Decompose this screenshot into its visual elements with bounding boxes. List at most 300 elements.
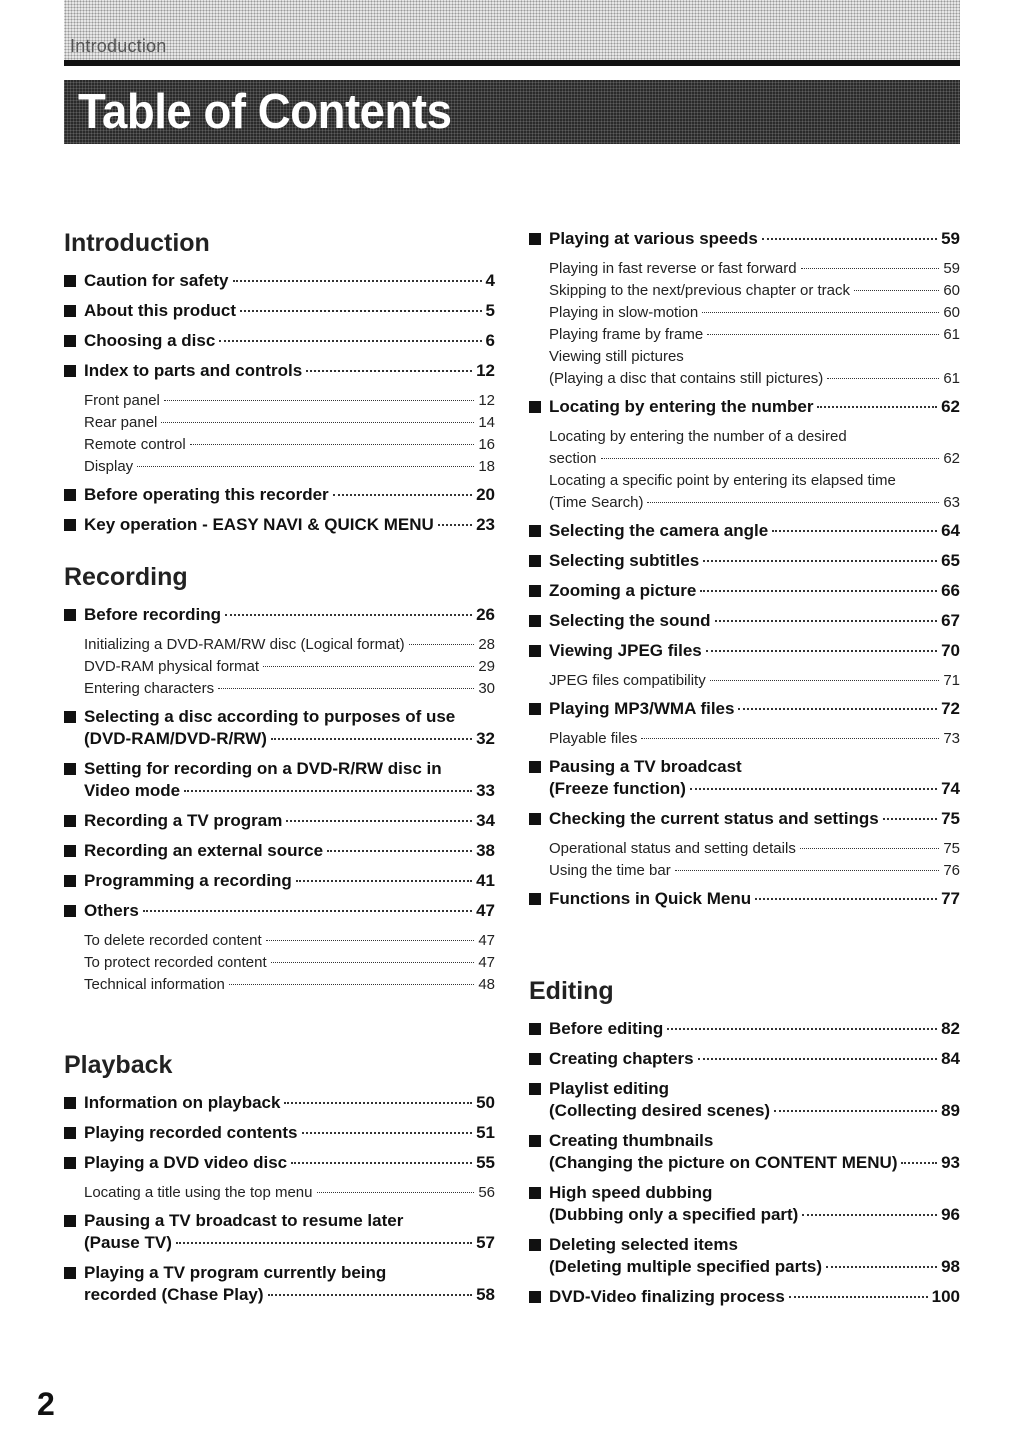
toc-line	[84, 1284, 495, 1306]
toc-lead: Playlist editing	[549, 1079, 669, 1098]
bullet-icon	[529, 893, 541, 905]
toc-line	[549, 778, 960, 800]
toc-label: Key operation - EASY NAVI & QUICK MENU	[84, 515, 434, 534]
bullet-icon	[64, 845, 76, 857]
toc-line	[84, 434, 495, 456]
toc-page: 5	[485, 301, 495, 320]
toc-entry[interactable]	[64, 810, 495, 832]
bullet-icon	[529, 1135, 541, 1147]
toc-line	[549, 280, 960, 302]
toc-label: Technical information	[84, 976, 225, 993]
leader-dots	[284, 1102, 472, 1104]
toc-label: (Playing a disc that contains still pictures)	[549, 370, 824, 387]
toc-line	[84, 1122, 495, 1144]
toc-entry[interactable]	[529, 1078, 960, 1122]
toc-entry[interactable]	[529, 1048, 960, 1070]
toc-page: 75	[941, 809, 960, 828]
bullet-icon	[529, 1053, 541, 1065]
toc-page: 4	[485, 271, 495, 290]
toc-lead: Locating by entering the number of a desired	[549, 428, 847, 445]
toc-page: 89	[941, 1101, 960, 1120]
toc-line	[549, 728, 960, 750]
bullet-icon	[529, 585, 541, 597]
toc-page: 12	[478, 392, 495, 409]
toc-line	[549, 698, 960, 720]
bullet-icon	[64, 1157, 76, 1169]
toc-entry[interactable]	[529, 640, 960, 662]
bullet-icon	[529, 1239, 541, 1251]
leader-dots	[789, 1296, 928, 1298]
toc-label: Selecting subtitles	[549, 551, 700, 570]
leader-dots	[854, 290, 939, 291]
leader-dots	[268, 1294, 473, 1296]
leader-dots	[762, 238, 937, 240]
toc-entry[interactable]	[64, 300, 495, 322]
toc-line	[84, 412, 495, 434]
section-heading: Playback	[64, 1051, 173, 1079]
toc-page: 28	[478, 636, 495, 653]
bullet-icon	[64, 335, 76, 347]
bullet-icon	[529, 401, 541, 413]
bullet-icon	[529, 555, 541, 567]
toc-line	[84, 952, 495, 974]
toc-label: Functions in Quick Menu	[549, 889, 752, 908]
toc-label: Locating a title using the top menu	[84, 1184, 313, 1201]
toc-line	[549, 228, 960, 250]
toc-page: 34	[476, 811, 495, 830]
leader-dots	[161, 422, 474, 423]
leader-dots	[675, 870, 940, 871]
section-heading: Editing	[529, 977, 614, 1005]
toc-page: 61	[943, 370, 960, 387]
section-spacer	[64, 1002, 495, 1050]
header-band	[64, 0, 960, 60]
toc-label: Locating by entering the number	[549, 397, 814, 416]
toc-label: Playable files	[549, 730, 638, 747]
toc-line	[84, 840, 495, 862]
toc-page: 18	[478, 458, 495, 475]
bullet-icon	[529, 813, 541, 825]
toc-entry[interactable]	[529, 580, 960, 602]
toc-entry[interactable]	[529, 550, 960, 572]
toc-subentry[interactable]	[64, 656, 495, 678]
toc-lead: Creating thumbnails	[549, 1131, 714, 1150]
leader-dots	[190, 444, 475, 445]
bullet-icon	[64, 1127, 76, 1139]
toc-subentry[interactable]	[64, 412, 495, 434]
bullet-icon	[64, 489, 76, 501]
toc-label: Initializing a DVD-RAM/RW disc (Logical format)	[84, 636, 405, 653]
leader-dots	[225, 614, 472, 616]
toc-line	[84, 810, 495, 832]
toc-entry[interactable]	[529, 1130, 960, 1174]
toc-lead: Locating a specific point by entering its elapsed time	[549, 472, 896, 489]
toc-page: 51	[476, 1123, 495, 1142]
toc-label: About this product	[84, 301, 237, 320]
toc-entry[interactable]	[64, 270, 495, 292]
toc-line	[549, 368, 960, 390]
bullet-icon	[529, 525, 541, 537]
toc-subentry[interactable]	[64, 456, 495, 478]
leader-dots	[286, 820, 472, 822]
leader-dots	[306, 370, 472, 372]
leader-dots	[333, 494, 472, 496]
toc-line	[549, 520, 960, 542]
toc-line	[549, 670, 960, 692]
toc-page: 65	[941, 551, 960, 570]
leader-dots	[715, 620, 938, 622]
toc-label: Playing frame by frame	[549, 326, 704, 343]
toc-label: Rear panel	[84, 414, 158, 431]
toc-subentry[interactable]	[529, 280, 960, 302]
toc-entry[interactable]	[64, 758, 495, 802]
toc-line	[549, 1256, 960, 1278]
toc-entry[interactable]	[64, 1122, 495, 1144]
bullet-icon	[64, 305, 76, 317]
toc-lead: Viewing still pictures	[549, 348, 684, 365]
toc-entry[interactable]	[64, 330, 495, 352]
toc-entry[interactable]	[64, 900, 495, 922]
toc-entry[interactable]	[64, 484, 495, 506]
bullet-icon	[529, 645, 541, 657]
bullet-icon	[529, 1291, 541, 1303]
leader-dots	[184, 790, 472, 792]
toc-label: Front panel	[84, 392, 160, 409]
toc-line	[549, 1152, 960, 1174]
leader-dots	[296, 880, 472, 882]
bullet-icon	[529, 761, 541, 773]
toc-label: Selecting the camera angle	[549, 521, 769, 540]
toc-label: (Freeze function)	[549, 779, 686, 798]
toc-entry[interactable]	[64, 1262, 495, 1306]
toc-entry[interactable]	[64, 1210, 495, 1254]
header-rule	[64, 60, 960, 66]
toc-page: 56	[478, 1184, 495, 1201]
toc-line	[84, 678, 495, 700]
toc-subentry[interactable]	[529, 838, 960, 860]
toc-page: 73	[943, 730, 960, 747]
toc-label: DVD-Video finalizing process	[549, 1287, 785, 1306]
toc-label: Entering characters	[84, 680, 215, 697]
bullet-icon	[64, 875, 76, 887]
toc-entry[interactable]	[64, 514, 495, 536]
toc-page: 14	[478, 414, 495, 431]
toc-line	[549, 1204, 960, 1226]
leader-dots	[601, 458, 940, 459]
toc-label: (Time Search)	[549, 494, 644, 511]
bullet-icon	[64, 519, 76, 531]
leader-dots	[271, 962, 475, 963]
toc-line	[84, 456, 495, 478]
toc-page: 76	[943, 862, 960, 879]
toc-label: Before recording	[84, 605, 221, 624]
leader-dots	[641, 738, 939, 739]
toc-subentry[interactable]	[529, 324, 960, 346]
leader-dots	[700, 590, 937, 592]
toc-line	[549, 1018, 960, 1040]
toc-page: 47	[478, 932, 495, 949]
toc-line	[549, 888, 960, 910]
toc-label: (Deleting multiple specified parts)	[549, 1257, 822, 1276]
toc-page: 71	[943, 672, 960, 689]
leader-dots	[263, 666, 474, 667]
toc-subentry[interactable]	[64, 1182, 495, 1204]
leader-dots	[229, 984, 474, 985]
bullet-icon	[529, 1187, 541, 1199]
bullet-icon	[529, 703, 541, 715]
toc-line	[84, 656, 495, 678]
leader-dots	[801, 268, 940, 269]
toc-label: DVD-RAM physical format	[84, 658, 260, 675]
toc-line	[84, 484, 495, 506]
toc-page: 58	[476, 1285, 495, 1304]
toc-page: 60	[943, 282, 960, 299]
toc-subentry[interactable]	[64, 678, 495, 700]
toc-entry[interactable]	[529, 1234, 960, 1278]
bullet-icon	[64, 1215, 76, 1227]
toc-entry[interactable]	[529, 756, 960, 800]
toc-page: 48	[478, 976, 495, 993]
toc-subentry[interactable]	[64, 930, 495, 952]
toc-entry[interactable]	[64, 840, 495, 862]
toc-label: Display	[84, 458, 134, 475]
toc-subentry[interactable]	[529, 670, 960, 692]
toc-entry[interactable]	[64, 706, 495, 750]
toc-page: 63	[943, 494, 960, 511]
toc-label: Zooming a picture	[549, 581, 697, 600]
toc-subentry[interactable]	[529, 860, 960, 882]
toc-page: 12	[476, 361, 495, 380]
toc-line	[549, 302, 960, 324]
toc-page: 59	[943, 260, 960, 277]
toc-label: Skipping to the next/previous chapter or track	[549, 282, 850, 299]
toc-line	[84, 780, 495, 802]
toc-entry[interactable]	[529, 1286, 960, 1308]
toc-page: 30	[478, 680, 495, 697]
toc-line	[549, 396, 960, 418]
leader-dots	[409, 644, 475, 645]
bullet-icon	[64, 1267, 76, 1279]
toc-page: 61	[943, 326, 960, 343]
toc-line	[84, 300, 495, 322]
bullet-icon	[64, 275, 76, 287]
leader-dots	[291, 1162, 472, 1164]
toc-page: 50	[476, 1093, 495, 1112]
toc-subentry[interactable]	[529, 470, 960, 514]
toc-label: Caution for safety	[84, 271, 229, 290]
bullet-icon	[529, 1083, 541, 1095]
bullet-icon	[529, 1023, 541, 1035]
leader-dots	[710, 680, 940, 681]
leader-dots	[802, 1214, 937, 1216]
toc-label: Before operating this recorder	[84, 485, 329, 504]
toc-page: 84	[941, 1049, 960, 1068]
toc-line	[549, 258, 960, 280]
toc-label: JPEG files compatibility	[549, 672, 706, 689]
bullet-icon	[64, 365, 76, 377]
toc-page: 29	[478, 658, 495, 675]
toc-entry[interactable]	[529, 228, 960, 250]
toc-label: Playing in fast reverse or fast forward	[549, 260, 797, 277]
toc-line	[549, 838, 960, 860]
toc-page: 20	[476, 485, 495, 504]
toc-subentry[interactable]	[64, 390, 495, 412]
toc-entry[interactable]	[529, 396, 960, 418]
toc-line	[84, 270, 495, 292]
toc-label: Information on playback	[84, 1093, 281, 1112]
toc-page: 100	[931, 1287, 960, 1306]
toc-line	[84, 974, 495, 996]
leader-dots	[827, 378, 939, 379]
title-band	[64, 80, 960, 144]
leader-dots	[883, 818, 937, 820]
leader-dots	[438, 524, 472, 526]
leader-dots	[690, 788, 937, 790]
toc-page: 60	[943, 304, 960, 321]
bullet-icon	[529, 615, 541, 627]
leader-dots	[800, 848, 939, 849]
toc-page: 67	[941, 611, 960, 630]
toc-subentry[interactable]	[64, 634, 495, 656]
toc-page: 59	[941, 229, 960, 248]
bullet-icon	[64, 905, 76, 917]
toc-page: 98	[941, 1257, 960, 1276]
toc-entry[interactable]	[64, 604, 495, 626]
right-column	[529, 228, 960, 1316]
toc-line	[549, 860, 960, 882]
leader-dots	[772, 530, 937, 532]
toc-page: 57	[476, 1233, 495, 1252]
toc-subentry[interactable]	[64, 434, 495, 456]
toc-label: Playing a DVD video disc	[84, 1153, 288, 1172]
bullet-icon	[64, 763, 76, 775]
toc-page: 70	[941, 641, 960, 660]
toc-label: Creating chapters	[549, 1049, 694, 1068]
toc-label: (Dubbing only a specified part)	[549, 1205, 799, 1224]
bullet-icon	[64, 609, 76, 621]
toc-entry[interactable]	[64, 360, 495, 382]
toc-label: Before editing	[549, 1019, 664, 1038]
toc-label: Remote control	[84, 436, 186, 453]
toc-entry[interactable]	[529, 698, 960, 720]
toc-line	[549, 808, 960, 830]
leader-dots	[219, 340, 481, 342]
section-heading: Introduction	[64, 229, 210, 257]
toc-subentry[interactable]	[529, 302, 960, 324]
toc-entry[interactable]	[529, 888, 960, 910]
leader-dots	[707, 334, 939, 335]
toc-entry[interactable]	[529, 808, 960, 830]
toc-label: Using the time bar	[549, 862, 671, 879]
toc-subentry[interactable]	[529, 426, 960, 470]
leader-dots	[271, 738, 472, 740]
toc-subentry[interactable]	[64, 974, 495, 996]
leader-dots	[317, 1192, 475, 1193]
leader-dots	[826, 1266, 937, 1268]
toc-line	[84, 634, 495, 656]
leader-dots	[302, 1132, 473, 1134]
toc-line	[84, 728, 495, 750]
toc-label: Playing recorded contents	[84, 1123, 298, 1142]
toc-entry[interactable]	[64, 1152, 495, 1174]
toc-page: 75	[943, 840, 960, 857]
toc-line	[549, 324, 960, 346]
toc-lead: Playing a TV program currently being	[84, 1263, 387, 1282]
toc-line	[549, 580, 960, 602]
leader-dots	[240, 310, 482, 312]
toc-label: Recording an external source	[84, 841, 324, 860]
leader-dots	[706, 650, 937, 652]
toc-label: Operational status and setting details	[549, 840, 796, 857]
toc-subentry[interactable]	[529, 258, 960, 280]
toc-line	[84, 604, 495, 626]
toc-subentry[interactable]	[64, 952, 495, 974]
section-spacer	[64, 544, 495, 562]
toc-line	[549, 492, 960, 514]
toc-entry[interactable]	[64, 1092, 495, 1114]
toc-label: To protect recorded content	[84, 954, 267, 971]
toc-page: 93	[941, 1153, 960, 1172]
leader-dots	[901, 1162, 937, 1164]
toc-label: section	[549, 450, 597, 467]
toc-lead: Pausing a TV broadcast	[549, 757, 742, 776]
toc-label: (Collecting desired scenes)	[549, 1101, 771, 1120]
toc-page: 66	[941, 581, 960, 600]
toc-label: (Changing the picture on CONTENT MENU)	[549, 1153, 898, 1172]
leader-dots	[327, 850, 472, 852]
toc-page: 38	[476, 841, 495, 860]
toc-line	[84, 1182, 495, 1204]
toc-lead: Selecting a disc according to purposes of use	[84, 707, 456, 726]
toc-label: Playing MP3/WMA files	[549, 699, 735, 718]
toc-subentry[interactable]	[529, 346, 960, 390]
page-title: Table of Contents	[78, 85, 452, 139]
toc-page: 26	[476, 605, 495, 624]
toc-label: recorded (Chase Play)	[84, 1285, 264, 1304]
leader-dots	[667, 1028, 937, 1030]
bullet-icon	[64, 815, 76, 827]
toc-page: 55	[476, 1153, 495, 1172]
toc-page: 77	[941, 889, 960, 908]
toc-entry[interactable]	[529, 610, 960, 632]
leader-dots	[647, 502, 939, 503]
toc-line	[549, 1100, 960, 1122]
leader-dots	[703, 560, 937, 562]
toc-lead: Deleting selected items	[549, 1235, 738, 1254]
leader-dots	[698, 1058, 938, 1060]
toc-lead: High speed dubbing	[549, 1183, 713, 1202]
toc-label: Playing in slow-motion	[549, 304, 699, 321]
leader-dots	[137, 466, 474, 467]
section-heading: Recording	[64, 563, 188, 591]
toc-page: 33	[476, 781, 495, 800]
toc-line	[84, 900, 495, 922]
toc-lead: Setting for recording on a DVD-R/RW disc in	[84, 759, 442, 778]
toc-entry[interactable]	[529, 1018, 960, 1040]
toc-label: Video mode	[84, 781, 181, 800]
toc-line	[549, 550, 960, 572]
toc-page: 62	[941, 397, 960, 416]
toc-entry[interactable]	[529, 1182, 960, 1226]
toc-subentry[interactable]	[529, 728, 960, 750]
toc-page: 47	[476, 901, 495, 920]
toc-entry[interactable]	[529, 520, 960, 542]
toc-page: 64	[941, 521, 960, 540]
toc-entry[interactable]	[64, 870, 495, 892]
toc-page: 62	[943, 450, 960, 467]
toc-lead: Pausing a TV broadcast to resume later	[84, 1211, 404, 1230]
toc-page: 23	[476, 515, 495, 534]
